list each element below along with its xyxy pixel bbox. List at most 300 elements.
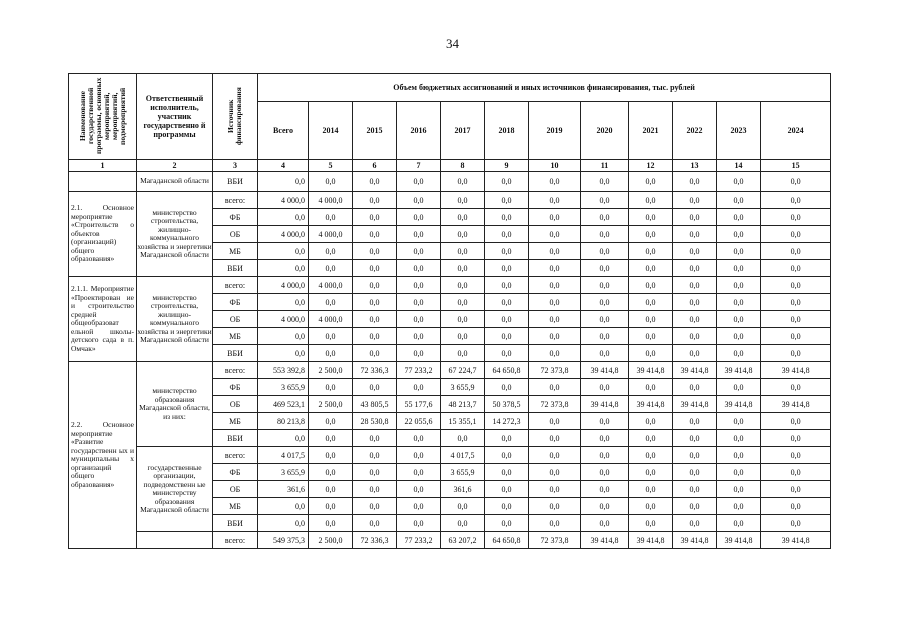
value-cell: 3 655,9 xyxy=(441,379,485,396)
column-number-cell: 11 xyxy=(581,160,629,172)
value-cell: 0,0 xyxy=(485,260,529,277)
value-cell: 0,0 xyxy=(581,515,629,532)
value-cell: 0,0 xyxy=(629,515,673,532)
value-cell: 0,0 xyxy=(581,345,629,362)
value-cell: 0,0 xyxy=(761,430,831,447)
value-cell: 0,0 xyxy=(309,260,353,277)
column-number-cell: 5 xyxy=(309,160,353,172)
value-cell: 0,0 xyxy=(485,294,529,311)
value-cell: 0,0 xyxy=(717,345,761,362)
value-cell: 0,0 xyxy=(397,277,441,294)
value-cell: 0,0 xyxy=(397,345,441,362)
value-cell: 0,0 xyxy=(761,260,831,277)
value-cell: 0,0 xyxy=(485,515,529,532)
name-cell xyxy=(69,172,137,192)
value-cell: 0,0 xyxy=(629,311,673,328)
value-cell: 0,0 xyxy=(581,447,629,464)
value-cell: 0,0 xyxy=(441,260,485,277)
value-cell: 0,0 xyxy=(673,209,717,226)
value-cell: 0,0 xyxy=(673,413,717,430)
year-header-cell: 2016 xyxy=(397,102,441,160)
value-cell: 0,0 xyxy=(485,311,529,328)
year-header-cell: 2021 xyxy=(629,102,673,160)
value-cell: 0,0 xyxy=(485,192,529,209)
value-cell: 0,0 xyxy=(761,192,831,209)
value-cell: 0,0 xyxy=(529,413,581,430)
value-cell: 0,0 xyxy=(529,345,581,362)
value-cell: 4 000,0 xyxy=(258,226,309,243)
value-cell: 0,0 xyxy=(353,515,397,532)
table-row xyxy=(69,532,831,549)
value-cell: 0,0 xyxy=(717,226,761,243)
value-cell: 0,0 xyxy=(441,345,485,362)
value-cell: 0,0 xyxy=(258,328,309,345)
value-cell: 0,0 xyxy=(529,277,581,294)
value-cell: 0,0 xyxy=(353,447,397,464)
value-cell: 0,0 xyxy=(581,243,629,260)
value-cell: 0,0 xyxy=(485,328,529,345)
value-cell: 0,0 xyxy=(717,192,761,209)
value-cell: 22 055,6 xyxy=(397,413,441,430)
value-cell: 0,0 xyxy=(353,260,397,277)
value-cell: 0,0 xyxy=(717,260,761,277)
value-cell: 0,0 xyxy=(761,294,831,311)
value-cell: 0,0 xyxy=(761,447,831,464)
source-cell: ВБИ xyxy=(213,515,258,532)
year-header-cell: 2017 xyxy=(441,102,485,160)
source-cell: ФБ xyxy=(213,464,258,481)
value-cell: 0,0 xyxy=(309,430,353,447)
source-cell: всего: xyxy=(213,362,258,379)
value-cell: 0,0 xyxy=(353,311,397,328)
value-cell: 0,0 xyxy=(397,498,441,515)
year-header-cell: 2014 xyxy=(309,102,353,160)
responsible-cell: Магаданской области xyxy=(137,172,213,192)
source-cell: ФБ xyxy=(213,379,258,396)
value-cell: 80 213,8 xyxy=(258,413,309,430)
value-cell: 0,0 xyxy=(485,226,529,243)
value-cell: 549 375,3 xyxy=(258,532,309,549)
value-cell: 0,0 xyxy=(397,447,441,464)
value-cell: 43 805,5 xyxy=(353,396,397,413)
value-cell: 0,0 xyxy=(581,328,629,345)
value-cell: 0,0 xyxy=(485,172,529,192)
value-cell: 0,0 xyxy=(258,498,309,515)
value-cell: 0,0 xyxy=(441,209,485,226)
source-cell: ОБ xyxy=(213,311,258,328)
value-cell: 0,0 xyxy=(717,447,761,464)
value-cell: 0,0 xyxy=(353,345,397,362)
value-cell: 0,0 xyxy=(761,515,831,532)
value-cell: 0,0 xyxy=(629,413,673,430)
value-cell: 0,0 xyxy=(717,328,761,345)
value-cell: 0,0 xyxy=(673,226,717,243)
table-row xyxy=(69,362,831,379)
value-cell: 0,0 xyxy=(397,481,441,498)
value-cell: 0,0 xyxy=(629,481,673,498)
value-cell: 0,0 xyxy=(761,345,831,362)
value-cell: 39 414,8 xyxy=(581,362,629,379)
value-cell: 0,0 xyxy=(441,192,485,209)
column-number-cell: 7 xyxy=(397,160,441,172)
value-cell: 0,0 xyxy=(629,464,673,481)
responsible-cell: министерство образования Магаданской области, из них: xyxy=(137,362,213,447)
value-cell: 0,0 xyxy=(629,192,673,209)
value-cell: 0,0 xyxy=(353,192,397,209)
source-cell: ВБИ xyxy=(213,172,258,192)
value-cell: 0,0 xyxy=(397,328,441,345)
value-cell: 28 530,8 xyxy=(353,413,397,430)
value-cell: 0,0 xyxy=(761,481,831,498)
value-cell: 0,0 xyxy=(529,447,581,464)
value-cell: 0,0 xyxy=(485,481,529,498)
value-cell: 4 000,0 xyxy=(309,277,353,294)
value-cell: 0,0 xyxy=(581,260,629,277)
value-cell: 4 000,0 xyxy=(258,311,309,328)
source-cell: ОБ xyxy=(213,226,258,243)
value-cell: 14 272,3 xyxy=(485,413,529,430)
value-cell: 39 414,8 xyxy=(717,532,761,549)
col-volume-header: Объем бюджетных ассигнований и иных источников финансирования, тыс. рублей xyxy=(258,74,831,102)
value-cell: 0,0 xyxy=(717,430,761,447)
value-cell: 39 414,8 xyxy=(717,396,761,413)
value-cell: 0,0 xyxy=(441,243,485,260)
value-cell: 0,0 xyxy=(397,243,441,260)
value-cell: 0,0 xyxy=(441,515,485,532)
value-cell: 0,0 xyxy=(529,294,581,311)
value-cell: 0,0 xyxy=(717,515,761,532)
value-cell: 72 336,3 xyxy=(353,362,397,379)
source-cell: МБ xyxy=(213,243,258,260)
source-cell: всего: xyxy=(213,277,258,294)
value-cell: 361,6 xyxy=(258,481,309,498)
source-cell: всего: xyxy=(213,532,258,549)
value-cell: 0,0 xyxy=(673,243,717,260)
year-header-cell: 2024 xyxy=(761,102,831,160)
value-cell: 0,0 xyxy=(581,172,629,192)
value-cell: 0,0 xyxy=(629,209,673,226)
value-cell: 0,0 xyxy=(353,464,397,481)
value-cell: 469 523,1 xyxy=(258,396,309,413)
value-cell: 0,0 xyxy=(529,172,581,192)
value-cell: 0,0 xyxy=(441,172,485,192)
value-cell: 0,0 xyxy=(629,345,673,362)
value-cell: 0,0 xyxy=(309,481,353,498)
value-cell: 0,0 xyxy=(673,328,717,345)
value-cell: 0,0 xyxy=(309,498,353,515)
source-cell: МБ xyxy=(213,328,258,345)
value-cell: 0,0 xyxy=(397,226,441,243)
value-cell: 0,0 xyxy=(673,311,717,328)
table-row xyxy=(69,277,831,294)
value-cell: 0,0 xyxy=(309,209,353,226)
value-cell: 0,0 xyxy=(761,172,831,192)
value-cell: 0,0 xyxy=(397,515,441,532)
value-cell: 0,0 xyxy=(717,294,761,311)
year-header-cell: 2015 xyxy=(353,102,397,160)
value-cell: 72 336,3 xyxy=(353,532,397,549)
value-cell: 0,0 xyxy=(441,311,485,328)
source-cell: ОБ xyxy=(213,396,258,413)
value-cell: 0,0 xyxy=(397,379,441,396)
value-cell: 0,0 xyxy=(581,192,629,209)
value-cell: 0,0 xyxy=(581,311,629,328)
value-cell: 0,0 xyxy=(761,464,831,481)
value-cell: 64 650,8 xyxy=(485,362,529,379)
value-cell: 0,0 xyxy=(309,345,353,362)
value-cell: 0,0 xyxy=(629,226,673,243)
value-cell: 0,0 xyxy=(581,430,629,447)
value-cell: 0,0 xyxy=(717,209,761,226)
value-cell: 0,0 xyxy=(581,226,629,243)
value-cell: 0,0 xyxy=(629,379,673,396)
value-cell: 0,0 xyxy=(353,243,397,260)
year-header-cell: Всего xyxy=(258,102,309,160)
value-cell: 0,0 xyxy=(581,294,629,311)
value-cell: 0,0 xyxy=(309,328,353,345)
value-cell: 39 414,8 xyxy=(581,532,629,549)
value-cell: 0,0 xyxy=(673,172,717,192)
value-cell: 0,0 xyxy=(761,277,831,294)
source-cell: ВБИ xyxy=(213,260,258,277)
column-number-row xyxy=(69,160,831,172)
value-cell: 0,0 xyxy=(673,277,717,294)
responsible-cell: государственные организации, подведомственн ые министерству образования Магаданской области xyxy=(137,447,213,532)
value-cell: 0,0 xyxy=(353,226,397,243)
value-cell: 0,0 xyxy=(309,515,353,532)
source-cell: МБ xyxy=(213,413,258,430)
column-number-cell: 6 xyxy=(353,160,397,172)
value-cell: 0,0 xyxy=(485,243,529,260)
value-cell: 0,0 xyxy=(529,260,581,277)
value-cell: 0,0 xyxy=(353,379,397,396)
value-cell: 39 414,8 xyxy=(673,396,717,413)
value-cell: 0,0 xyxy=(485,345,529,362)
value-cell: 0,0 xyxy=(629,277,673,294)
value-cell: 0,0 xyxy=(309,464,353,481)
value-cell: 77 233,2 xyxy=(397,532,441,549)
responsible-cell: министерство строительства, жилищно-коммунального хозяйства и энергетики Магаданской области xyxy=(137,192,213,277)
value-cell: 0,0 xyxy=(441,294,485,311)
value-cell: 0,0 xyxy=(629,447,673,464)
value-cell: 0,0 xyxy=(717,464,761,481)
value-cell: 39 414,8 xyxy=(673,362,717,379)
value-cell: 0,0 xyxy=(529,243,581,260)
year-header-cell: 2019 xyxy=(529,102,581,160)
column-number-cell: 12 xyxy=(629,160,673,172)
value-cell: 0,0 xyxy=(673,498,717,515)
value-cell: 0,0 xyxy=(717,277,761,294)
value-cell: 0,0 xyxy=(673,447,717,464)
value-cell: 0,0 xyxy=(629,498,673,515)
column-number-cell: 8 xyxy=(441,160,485,172)
value-cell: 39 414,8 xyxy=(761,396,831,413)
value-cell: 0,0 xyxy=(581,209,629,226)
value-cell: 39 414,8 xyxy=(673,532,717,549)
value-cell: 0,0 xyxy=(529,379,581,396)
value-cell: 3 655,9 xyxy=(441,464,485,481)
value-cell: 553 392,8 xyxy=(258,362,309,379)
value-cell: 0,0 xyxy=(529,192,581,209)
value-cell: 0,0 xyxy=(529,328,581,345)
value-cell: 0,0 xyxy=(761,243,831,260)
value-cell: 0,0 xyxy=(717,172,761,192)
value-cell: 0,0 xyxy=(761,311,831,328)
value-cell: 0,0 xyxy=(673,515,717,532)
value-cell: 67 224,7 xyxy=(441,362,485,379)
value-cell: 0,0 xyxy=(673,481,717,498)
column-number-cell: 13 xyxy=(673,160,717,172)
value-cell: 0,0 xyxy=(353,498,397,515)
source-cell: ОБ xyxy=(213,481,258,498)
value-cell: 72 373,8 xyxy=(529,362,581,379)
value-cell: 0,0 xyxy=(581,498,629,515)
value-cell: 0,0 xyxy=(309,413,353,430)
value-cell: 0,0 xyxy=(761,379,831,396)
value-cell: 0,0 xyxy=(397,192,441,209)
col-source-header: Источник финансирования xyxy=(213,74,258,160)
value-cell: 0,0 xyxy=(353,294,397,311)
value-cell: 77 233,2 xyxy=(397,362,441,379)
value-cell: 0,0 xyxy=(397,464,441,481)
value-cell: 0,0 xyxy=(673,345,717,362)
value-cell: 0,0 xyxy=(397,172,441,192)
value-cell: 0,0 xyxy=(441,430,485,447)
value-cell: 0,0 xyxy=(717,311,761,328)
col-responsible-header: Ответственный исполнитель, участник государственно й программы xyxy=(137,74,213,160)
value-cell: 0,0 xyxy=(258,243,309,260)
value-cell: 0,0 xyxy=(529,464,581,481)
value-cell: 0,0 xyxy=(441,328,485,345)
value-cell: 0,0 xyxy=(581,277,629,294)
value-cell: 15 355,1 xyxy=(441,413,485,430)
value-cell: 0,0 xyxy=(309,172,353,192)
value-cell: 0,0 xyxy=(353,172,397,192)
year-header-cell: 2022 xyxy=(673,102,717,160)
value-cell: 0,0 xyxy=(761,498,831,515)
value-cell: 0,0 xyxy=(629,328,673,345)
column-number-cell: 9 xyxy=(485,160,529,172)
value-cell: 39 414,8 xyxy=(629,362,673,379)
value-cell: 0,0 xyxy=(485,447,529,464)
table-row xyxy=(69,172,831,192)
column-number-cell: 14 xyxy=(717,160,761,172)
value-cell: 0,0 xyxy=(309,243,353,260)
value-cell: 39 414,8 xyxy=(581,396,629,413)
value-cell: 0,0 xyxy=(258,515,309,532)
value-cell: 0,0 xyxy=(673,260,717,277)
value-cell: 0,0 xyxy=(485,209,529,226)
value-cell: 2 500,0 xyxy=(309,396,353,413)
value-cell: 0,0 xyxy=(673,464,717,481)
value-cell: 0,0 xyxy=(529,430,581,447)
source-cell: ВБИ xyxy=(213,430,258,447)
value-cell: 361,6 xyxy=(441,481,485,498)
column-number-cell: 3 xyxy=(213,160,258,172)
measure-name-cell: 2.1.1. Мероприятие «Проектирован ие и строительство средней общеобразоват ельной школы-детского сада в п. Омчак» xyxy=(69,277,137,362)
value-cell: 72 373,8 xyxy=(529,532,581,549)
value-cell: 2 500,0 xyxy=(309,362,353,379)
value-cell: 0,0 xyxy=(485,498,529,515)
page-number: 34 xyxy=(446,36,459,51)
value-cell: 0,0 xyxy=(441,226,485,243)
value-cell: 0,0 xyxy=(353,430,397,447)
value-cell: 0,0 xyxy=(629,243,673,260)
responsible-cell xyxy=(137,532,213,549)
value-cell: 0,0 xyxy=(309,447,353,464)
table-row xyxy=(69,192,831,209)
value-cell: 0,0 xyxy=(485,379,529,396)
value-cell: 0,0 xyxy=(761,328,831,345)
value-cell: 0,0 xyxy=(529,209,581,226)
value-cell: 0,0 xyxy=(629,430,673,447)
value-cell: 0,0 xyxy=(761,413,831,430)
value-cell: 0,0 xyxy=(529,498,581,515)
value-cell: 4 000,0 xyxy=(309,226,353,243)
value-cell: 0,0 xyxy=(309,379,353,396)
budget-table xyxy=(68,73,831,549)
column-number-cell: 1 xyxy=(69,160,137,172)
value-cell: 0,0 xyxy=(673,192,717,209)
value-cell: 0,0 xyxy=(258,260,309,277)
column-number-cell: 10 xyxy=(529,160,581,172)
value-cell: 39 414,8 xyxy=(717,362,761,379)
source-cell: ВБИ xyxy=(213,345,258,362)
value-cell: 0,0 xyxy=(761,209,831,226)
value-cell: 0,0 xyxy=(529,226,581,243)
value-cell: 0,0 xyxy=(353,481,397,498)
value-cell: 3 655,9 xyxy=(258,464,309,481)
value-cell: 0,0 xyxy=(581,379,629,396)
value-cell: 0,0 xyxy=(673,430,717,447)
value-cell: 50 378,5 xyxy=(485,396,529,413)
value-cell: 0,0 xyxy=(529,481,581,498)
value-cell: 48 213,7 xyxy=(441,396,485,413)
column-number-cell: 15 xyxy=(761,160,831,172)
value-cell: 0,0 xyxy=(397,209,441,226)
value-cell: 0,0 xyxy=(353,328,397,345)
value-cell: 2 500,0 xyxy=(309,532,353,549)
value-cell: 0,0 xyxy=(258,294,309,311)
value-cell: 0,0 xyxy=(441,277,485,294)
value-cell: 0,0 xyxy=(529,311,581,328)
measure-name-cell: 2.2. Основное мероприятие «Развитие государственн ых и муниципальны х организаций общего образования» xyxy=(69,362,137,549)
column-number-cell: 2 xyxy=(137,160,213,172)
value-cell: 0,0 xyxy=(397,311,441,328)
source-cell: всего: xyxy=(213,447,258,464)
source-cell: ФБ xyxy=(213,209,258,226)
measure-name-cell: 2.1. Основное мероприятие «Строительств о объектов (организаций) общего образования» xyxy=(69,192,137,277)
value-cell: 0,0 xyxy=(629,260,673,277)
value-cell: 0,0 xyxy=(397,294,441,311)
column-number-cell: 4 xyxy=(258,160,309,172)
table-row xyxy=(69,447,831,464)
value-cell: 0,0 xyxy=(309,294,353,311)
value-cell: 0,0 xyxy=(629,294,673,311)
value-cell: 0,0 xyxy=(258,209,309,226)
value-cell: 3 655,9 xyxy=(258,379,309,396)
value-cell: 55 177,6 xyxy=(397,396,441,413)
value-cell: 0,0 xyxy=(485,464,529,481)
value-cell: 0,0 xyxy=(353,209,397,226)
value-cell: 0,0 xyxy=(717,481,761,498)
col-name-header: Наименование государственной программы, основных мероприятий, мероприятий, подмероприятий xyxy=(69,74,137,160)
value-cell: 39 414,8 xyxy=(629,532,673,549)
value-cell: 0,0 xyxy=(258,430,309,447)
year-header-cell: 2018 xyxy=(485,102,529,160)
value-cell: 0,0 xyxy=(581,464,629,481)
year-header-cell: 2020 xyxy=(581,102,629,160)
